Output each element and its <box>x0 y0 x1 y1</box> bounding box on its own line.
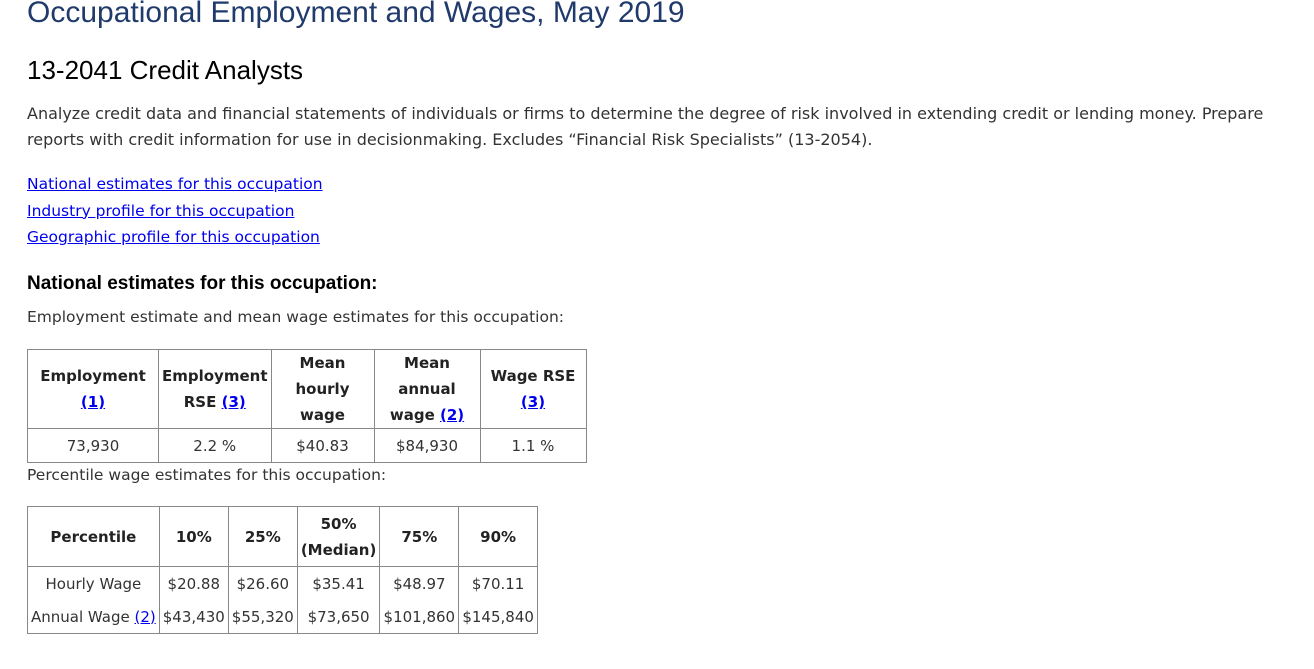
occupation-description: Analyze credit data and financial statements of individuals or firms to determine the degree of risk involved in extending credit or lending money. Prepare reports with credit information for use in decisionmaking. Excludes “Financial Risk Specialists” (13-2054). <box>27 104 1264 149</box>
col-p10: 10% <box>159 507 228 567</box>
annual-p10: $43,430 <box>159 600 228 634</box>
table-header-row <box>28 507 538 567</box>
col-employment: Employment (1) <box>28 350 159 429</box>
col-wage-rse: Wage RSE (3) <box>480 350 586 429</box>
annual-wage-label: Annual Wage (2) <box>28 600 160 634</box>
employment-rse-value: 2.2 % <box>159 429 272 463</box>
footnote-1-link[interactable]: (1) <box>80 393 106 411</box>
percentile-subheading: Percentile wage estimates for this occupation: <box>27 466 387 484</box>
table-header-row <box>28 350 587 429</box>
table-row <box>28 567 538 601</box>
hourly-p25: $26.60 <box>228 567 297 601</box>
employment-value: 73,930 <box>28 429 159 463</box>
hourly-p10: $20.88 <box>159 567 228 601</box>
col-percentile: Percentile <box>28 507 160 567</box>
footnote-2-link[interactable]: (2) <box>134 607 156 626</box>
table-row <box>28 429 587 463</box>
hourly-p75: $48.97 <box>380 567 459 601</box>
footnote-3-link[interactable]: (3) <box>221 393 246 411</box>
hourly-p50: $35.41 <box>297 567 380 601</box>
col-p50: 50% (Median) <box>297 507 380 567</box>
national-estimates-heading: National estimates for this occupation: <box>27 273 378 294</box>
mean-annual-wage-value: $84,930 <box>374 429 480 463</box>
col-mean-hourly-wage: Mean hourly wage <box>271 350 374 429</box>
industry-profile-link[interactable]: Industry profile for this occupation <box>27 201 295 220</box>
col-mean-annual-wage: Mean annual wage (2) <box>374 350 480 429</box>
annual-p50: $73,650 <box>297 600 380 634</box>
annual-p75: $101,860 <box>380 600 459 634</box>
percentile-wage-table <box>27 506 538 634</box>
mean-hourly-wage-value: $40.83 <box>271 429 374 463</box>
table-row <box>28 600 538 634</box>
geographic-profile-link[interactable]: Geographic profile for this occupation <box>27 228 320 246</box>
annual-p25: $55,320 <box>228 600 297 634</box>
page-title: Occupational Employment and Wages, May 2019 <box>27 0 685 29</box>
footnote-2-link[interactable]: (2) <box>439 406 465 424</box>
hourly-wage-label: Hourly Wage <box>28 567 160 601</box>
annual-p90: $145,840 <box>459 600 538 634</box>
col-p90: 90% <box>459 507 538 567</box>
col-p25: 25% <box>228 507 297 567</box>
occupation-title: 13-2041 Credit Analysts <box>27 55 304 85</box>
wage-rse-value: 1.1 % <box>480 429 586 463</box>
profile-links <box>27 171 323 251</box>
col-employment-rse: Employment RSE (3) <box>159 350 272 429</box>
footnote-3-link[interactable]: (3) <box>520 393 546 411</box>
national-estimates-table <box>27 349 587 463</box>
national-estimates-link[interactable]: National estimates for this occupation <box>27 175 323 193</box>
col-p75: 75% <box>380 507 459 567</box>
hourly-p90: $70.11 <box>459 567 538 601</box>
national-estimates-subheading: Employment estimate and mean wage estimates for this occupation: <box>27 308 564 326</box>
